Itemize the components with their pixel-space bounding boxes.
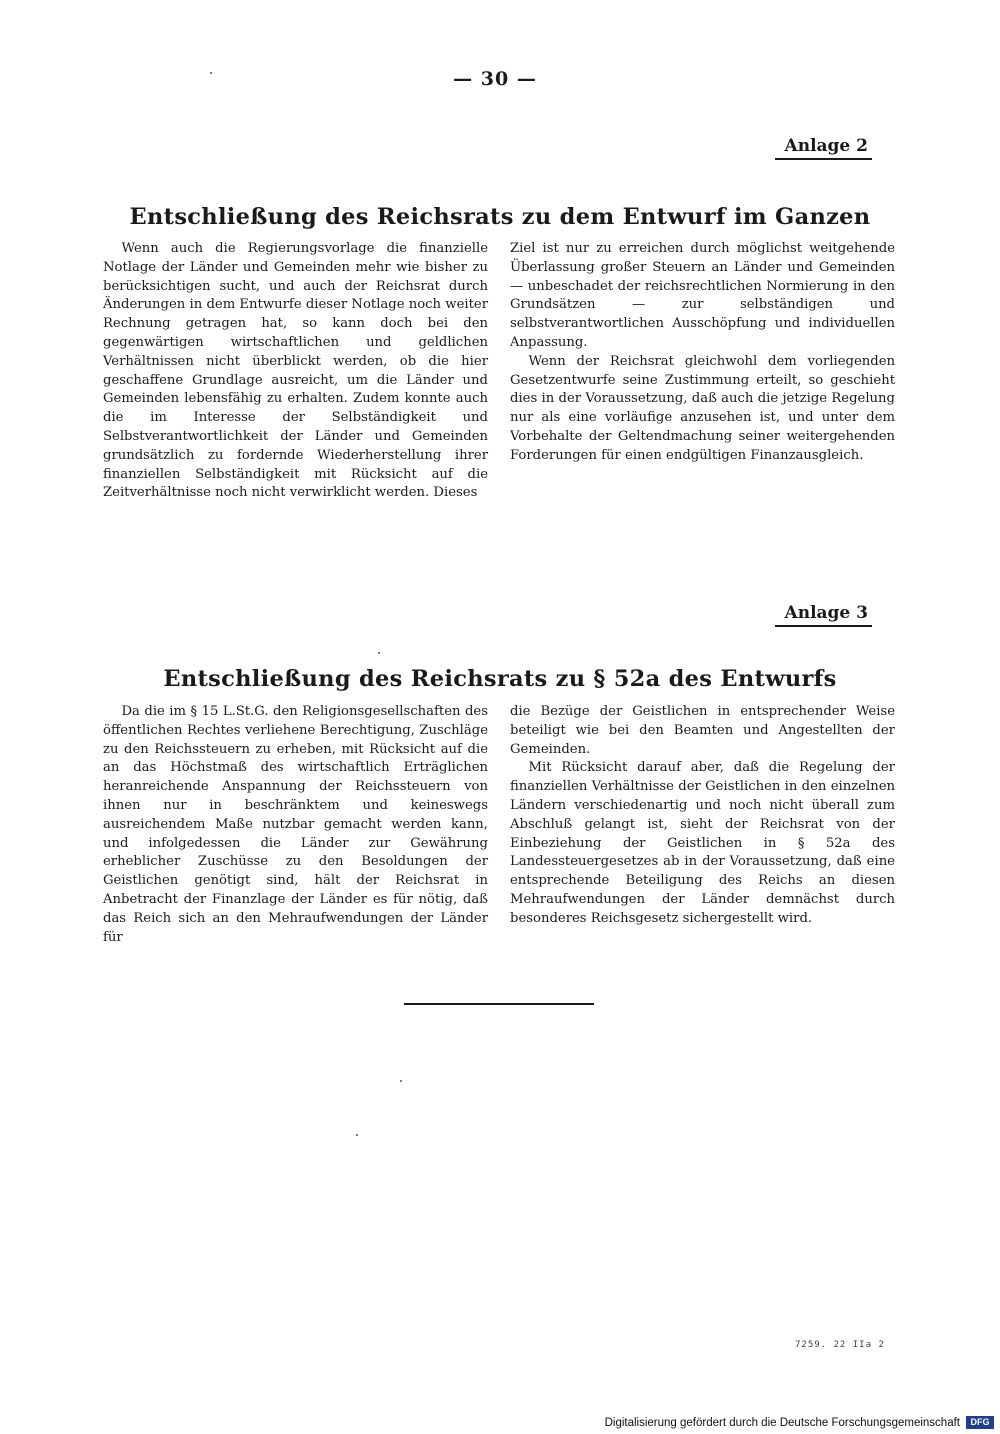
section1-right-paragraph-1: Ziel ist nur zu erreichen durch möglichst weitgehende Überlassung großer Steuern an Länder und Gemeinden — unbeschadet der reichsrechtlichen Normierung in den Grundsätzen — zur selbständigen und selbstverantwortlichen Ausschöpfung und individuellen Anpassung. bbox=[510, 241, 895, 350]
end-rule bbox=[404, 1003, 594, 1005]
section1-right-paragraph-2: Wenn der Reichsrat gleichwohl dem vorliegenden Gesetzentwurfe seine Zustimmung erteilt, so geschieht dies in der Voraussetzung, daß auch die jetzige Regelung nur als eine vorläufige anzusehen ist, und unter dem Vorbehalte der Geltendmachung seiner weitergehenden Forderungen für einen endgültigen Finanzausgleich. bbox=[510, 353, 895, 463]
page-number: — 30 — bbox=[453, 68, 537, 90]
print-speck bbox=[400, 1080, 402, 1082]
digitization-footer bbox=[0, 1414, 1000, 1434]
section2-heading: Entschließung des Reichsrats zu § 52a des Entwurfs bbox=[163, 666, 837, 692]
section1-heading: Entschließung des Reichsrats zu dem Entwurf im Ganzen bbox=[129, 204, 871, 230]
anlage-2-label: Anlage 2 bbox=[775, 136, 872, 160]
section2-left-column bbox=[103, 703, 488, 947]
dfg-logo-icon: DFG bbox=[966, 1416, 994, 1429]
section1-left-paragraph-1: Wenn auch die Regierungsvorlage die finanzielle Notlage der Länder und Gemeinden mehr wie bisher zu berücksichtigen sucht, und auch der Reichsrat durch Änderungen in dem Entwurfe dieser Notlage noch weiter Rechnung getragen hat, so kann doch bei den gegenwärtigen wirtschaftlichen und geldlichen Verhältnissen nicht überblickt werden, ob die hier geschaffene Grundlage ausreicht, um die Länder und Gemeinden lebensfähig zu erhalten. Zudem konnte auch die im Interesse der Selbständigkeit und Selbstverantwortlichkeit der Länder und Gemeinden grundsätzlich zu fordernde Wiederherstellung ihrer finanziellen Selbständigkeit mit Rücksicht auf die Zeitverhältnisse noch nicht verwirklicht werden. Dieses bbox=[103, 241, 488, 501]
anlage-3-label: Anlage 3 bbox=[775, 603, 872, 627]
section2-right-paragraph-2: Mit Rücksicht darauf aber, daß die Regelung der finanziellen Verhältnisse der Geistlichen in den einzelnen Ländern verschiedenartig und noch nicht überall zum Abschluß gelangt ist, sieht der Reichsrat von der Einbeziehung der Geistlichen in § 52a des Landessteuergesetzes ab in der Voraussetzung, daß eine entsprechende Beteiligung des Reichs an diesen Mehraufwendungen der Länder demnächst durch besonderes Reichsgesetz sichergestellt wird. bbox=[510, 760, 895, 926]
footer-text: Digitalisierung gefördert durch die Deutsche Forschungsgemeinschaft bbox=[604, 1417, 960, 1429]
section2-right-paragraph-1: die Bezüge der Geistlichen in entsprechender Weise beteiligt wie bei den Beamten und Angestellten der Gemeinden. bbox=[510, 704, 895, 757]
print-speck bbox=[210, 72, 212, 74]
printer-mark: 7259. 22 IIa 2 bbox=[795, 1340, 885, 1350]
section2-left-paragraph-1: Da die im § 15 L.St.G. den Religionsgesellschaften des öffentlichen Rechtes verliehene Berechtigung, Zuschläge zu den Reichssteuern zu erheben, mit Rücksicht auf die an das Höchstmaß des wirtschaftlich Erträglichen heranreichende Anspannung der Reichssteuern von ihnen nur in beschränktem und keineswegs ausreichendem Maße nutzbar gemacht werden kann, und infolgedessen die Länder zur Gewährung erheblicher Zuschüsse zu den Besoldungen der Geistlichen genötigt sind, hält der Reichsrat in Anbetracht der Finanzlage der Länder es für nötig, daß das Reich sich an den Mehraufwendungen der Länder für bbox=[103, 704, 488, 945]
section2-right-column bbox=[510, 703, 895, 929]
print-speck bbox=[356, 1134, 358, 1136]
section1-right-column bbox=[510, 240, 895, 466]
section1-left-column bbox=[103, 240, 488, 503]
print-speck bbox=[378, 652, 380, 654]
